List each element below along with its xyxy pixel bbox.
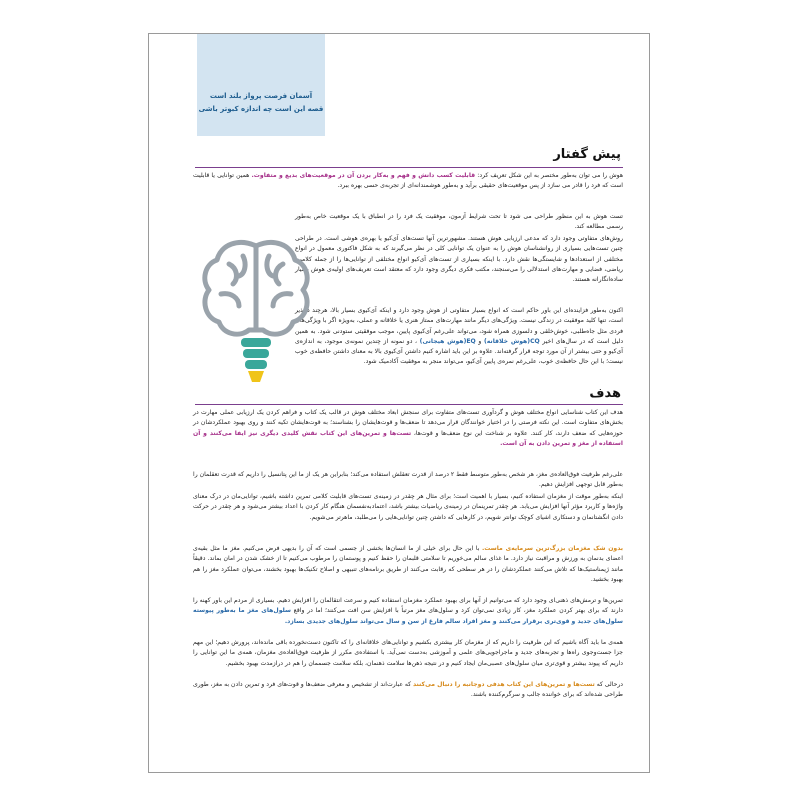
preface-rule [195,167,623,168]
goal-paragraph-1 [193,408,623,449]
goal-title: هدف [589,386,621,401]
preface-paragraph-1 [193,171,623,192]
goal-p1-mid: علاوه بر شناخت این نوع ضعف‌ها و قوت‌ها، [413,429,528,437]
goal-p4-rest: با این حال برای خیلی از ما انسان‌ها بخشی از جسمی است که آن را بدیهی فرض می‌کنیم. مغز ما مثل بقیه‌ی اعضای بدنمان به ورزش و مراقبت نیاز دارد. ما غذای سالم می‌خوریم تا سلامتی قلبمان را حفظ کنیم و پوستمان را مرطوب می‌کنیم تا از خشک شدن در امان بماند. دقیقاً مانند ژیمناستیک‌ها که تلاش می‌کنند عملکردشان را در هر سطحی که رقابت می‌کنند از طریق برنامه‌های تنبیهی و اصلاح تکنیک‌ها بهبود بخشند، می‌توان عملکرد مغز را هم بهبود بخشید. [193,545,623,583]
preface-eq: EQ(هوش هیجانی) [419,337,476,345]
quote-box [197,34,325,136]
goal-p7-start: درحالی که [596,681,624,688]
goal-paragraph-4 [193,544,623,585]
goal-paragraph-3: اینکه به‌طور موقت از مغزمان استفاده کنیم، بسیار با اهمیت است؛ برای مثال هر چقدر در زمینه‌ی تست‌های قابلیت کلامی تمرین داشته باشیم، توانایی‌مان در درک معنای واژه‌ها و کاربرد مؤثر آنها افزایش می‌یابد. هر چقدر تمرینمان در زمینه‌ی ریاضیات بیشتر باشد، اعتمادبه‌نفسمان هنگام کار کردن با اعداد بیشتر می‌شود و هر چقدر در حرکت دادن انگشتانمان و دستکاری اشیای کوچک توانتر شویم، در کارهایی که داشتن چنین توانایی‌هایی را می‌طلبد، ماهرتر می‌شویم. [193,493,623,521]
brain-lightbulb-icon [199,234,313,392]
preface-p1-start: هوش را می توان به‌طور مختصر به این شکل تعریف کرد: [477,172,624,179]
goal-p5-highlight: سلول‌های مغز ما به‌طور پیوسته سلول‌های جدید و قوی‌تری برقرار می‌کنند و مغز افراد سالم فارغ از سن و سال می‌تواند سلول‌های جدیدی بسازد. [193,607,623,625]
quote-line-1: آسمان فرصت پرواز بلند است [209,92,313,100]
preface-paragraph-3: روش‌های متفاوتی وجود دارد که مدعی ارزیابی هوش هستند. مشهورترین آنها تست‌های آی‌کیو یا بهره‌ی هوشی است. در طراحی چنین تست‌هایی بسیاری از روانشناسان هوش را به عنوان یک توانایی کلی در نظر می‌گیرند که به شکل فاکتوری معمول در انواع مختلفی از استعدادها و شایستگی‌ها نقش دارد. با اینکه بسیاری از تست‌های آی‌کیو انواع مختلفی از توانایی‌ها را از جمله کلامی، ریاضی، فضایی و مهارت‌های استدلالی را می‌سنجند، مکتب فکری دیگری وجود دارد که معتقد است تعریف‌های اولیه‌ی هوش بسیار ساده‌انگارانه هستند. [295,235,623,284]
goal-p1-highlight: تست‌ها و تمرین‌های این کتاب نقش کلیدی دیگری نیز ایفا می‌کنند و آن استفاده از مغز و تمرین دادن به آن است. [193,429,623,447]
goal-p4-highlight: بدون شک مغزمان بزرگ‌ترین سرمایه‌ی ماست. [481,545,623,552]
preface-title: پیش گفتار [553,147,621,162]
goal-paragraph-2: علی‌رغم ظرفیت فوق‌العاده‌ی مغز، هر شخص به‌طور متوسط فقط ۲ درصد از قدرت تعقلش استفاده می‌کند؛ بنابراین هر یک از ما این پتانسیل را داریم که قدرت تعقلمان را به‌طور قابل توجهی افزایش دهیم. [193,471,623,489]
goal-p1-start: هدف این کتاب شناسایی انواع مختلف هوش و گردآوری تست‌های متفاوت برای سنجش ابعاد مختلف هوش در قالب یک کتاب و فراهم کردن یک ارزیابی عملی مهارت در بخش‌های متفاوت است. این نکته فرصتی را در اختیار خوانندگان قرار می‌دهد تا ضعف‌ها و قوت‌هایشان را بشناسند؛ به قوت‌هایشان تکیه کنند و روی بهبود عملکردشان در حوزه‌هایی که ضعف دارند، کار کنند. [193,409,624,437]
preface-p4-start: اکنون به‌طور فزاینده‌ای این باور حاکم است که انواع بسیار متفاوتی از هوش وجود دارد و اینکه آی‌کیوی بسیار بالا، هرچند دلپذیر است، تنها کلید موفقیت در زندگی نیست. ویژگی‌های دیگر مانند مهارت‌های ممتاز هنری یا خلاقانه و عملی، به‌ویژه اگر با ویژگی‌های فردی مثل جاه‌طلبی، خوش‌خلقی و دلسوزی همراه شود، می‌تواند علی‌رغم آی‌کیوی پایین، موجب موفقیتی ستودنی شود. به همین دلیل است که در سال‌های اخیر [295,307,624,345]
preface-p1-rest: همین توانایی یا قابلیت است که فرد را قادر می سازد از پس موقعیت‌های حقیقی برآید و به‌طور هوشمندانه‌ای از تجربه‌ی حسی بهره ببرد. [193,172,623,190]
preface-paragraph-2: تست هوش به این منظور طراحی می شود تا تحت شرایط آزمون، موفقیت یک فرد را در انطباق با یک موقعیت خاص به‌طور رسمی مطالعه کند. [295,213,623,231]
bulb-base [241,338,271,382]
quote-line-2: قصه این است چه اندازه کبوتر باشی [198,105,324,113]
preface-p4-rest: ، دو نمونه از چندین نمونه‌ی موجود، به اندازه‌ی آی‌کیو و حتی بیشتر از آن مورد توجه قرار گرفته‌اند. علاوه بر این باید اشاره کنیم داشتن آی‌کیوی بالا به معنای داشتن حافظه‌ی خوب نیست؛ با این حال حافظه‌ی خوب، علی‌رغم نمره‌ی پایین آی‌کیو، می‌تواند منجر به موفقیت آکادمیک شود. [295,337,623,366]
preface-paragraph-4 [295,306,623,368]
preface-cq: CQ(هوش خلاقانه) [483,337,540,345]
book-page [148,33,650,773]
goal-paragraph-6: همه‌ی ما باید آگاه باشیم که این ظرفیت را داریم که از مغزمان کار بیشتری بکشیم و توانایی‌های خلاقانه‌ای را که تاکنون دست‌نخورده باقی مانده‌اند، پرورش دهیم؛ این مهم جزا جست‌وجوی راه‌ها و تجربه‌های جدید و ماجراجویی‌های علمی و آموزشی به‌دست نمی‌آید. با استفاده‌ی مکرر از ظرفیت فوق‌العاده‌ی مغزمان، همه‌ی ما این توانایی را داریم که پیوند بیشتر و قوی‌تری میان سلول‌های عصبی‌مان ایجاد کنیم و در نتیجه ذهن‌ها سلامت ذهنمان، بلکه سلامت جسممان را هم در درازمدت بهبود بخشیم. [193,639,623,667]
goal-paragraph-7 [193,680,623,701]
goal-p7-rest: که عبارت‌اند از تشخیص و معرفی ضعف‌ها و قوت‌های فرد و تمرین دادن به مغز، طوری طراحی شده‌اند که برای خواننده جالب و سرگرم‌کننده باشند. [193,681,623,699]
goal-p5-text: تمرین‌ها و ترمش‌های ذهنی‌ای وجود دارد که می‌توانیم از آنها برای بهبود عملکرد مغزمان استفاده کنیم و سرعت انتقالمان را افزایش دهیم. بسیاری از مردم این باور کهنه را دارند که برای بهتر کردن عملکرد مغز، کار زیادی نمی‌توان کرد و سلول‌های مغز مرتباً با افزایش سن افت می‌کنند؛ اما در واقع [193,597,623,615]
goal-rule [195,404,623,405]
preface-p1-highlight: قابلیت کسب دانش و فهم و به‌کار بردن آن در موقعیت‌های بدیع و متفاوت. [251,172,476,179]
goal-p7-highlight: تست‌ها و تمرین‌های این کتاب هدفی دوجانبه را دنبال می‌کنند [413,681,595,688]
preface-p4-and: و [478,337,482,345]
goal-paragraph-5 [193,596,623,627]
